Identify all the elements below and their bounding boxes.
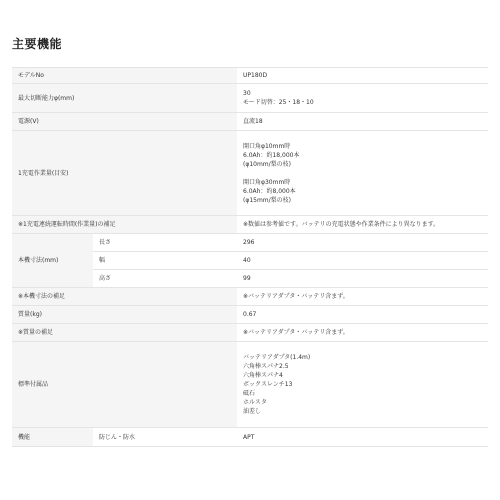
row-mass	[12, 306, 488, 324]
row-dims-length	[12, 234, 488, 252]
list-item: 六角棒スパナ2.5	[243, 363, 289, 370]
row-value: APT	[237, 428, 488, 447]
row-work-amount	[12, 131, 488, 216]
row-work-note	[12, 216, 488, 234]
row-value	[237, 84, 488, 113]
row-value: 0.67	[237, 306, 488, 324]
list-item: ホルスタ	[243, 399, 267, 406]
spacer	[243, 169, 482, 178]
row-model	[12, 68, 488, 84]
row-value: ※バッテリアダプタ・バッテリ含まず。	[237, 288, 488, 306]
row-label: 最大切断能力φ(mm)	[12, 84, 237, 113]
value-line: モード切替：25・18・10	[243, 99, 314, 106]
row-value: ※バッテリアダプタ・バッテリ含まず。	[237, 324, 488, 342]
list-item: 砥石	[243, 390, 256, 397]
row-label: 1充電作業量(目安)	[12, 131, 237, 216]
value-line: 6.0Ah：約18,000本	[243, 151, 300, 159]
value-line: 開口角φ30mm時	[243, 178, 291, 186]
list-item: バッテリアダプタ(1.4m)	[243, 354, 311, 361]
row-value: 296	[237, 234, 488, 252]
row-mass-note	[12, 324, 488, 342]
row-value: UP180D	[237, 68, 488, 84]
spec-table	[12, 67, 488, 447]
row-sublabel: 幅	[93, 252, 237, 270]
row-accessories	[12, 342, 488, 428]
row-label: 本機寸法(mm)	[12, 234, 93, 288]
row-value: 99	[237, 270, 488, 288]
value-line: 30	[243, 90, 251, 97]
row-sublabel: 長さ	[93, 234, 237, 252]
value-line: 開口角φ10mm時	[243, 142, 291, 150]
row-label: モデルNo	[12, 68, 237, 84]
page-title: 主要機能	[12, 37, 63, 51]
value-line: 6.0Ah：約8,000本	[243, 187, 296, 195]
row-value	[237, 131, 488, 216]
value-line: (φ15mm/梨の枝)	[243, 196, 292, 204]
row-label: ※本機寸法の補足	[12, 288, 237, 306]
row-power	[12, 113, 488, 131]
row-features	[12, 428, 488, 447]
row-label: ※質量の補足	[12, 324, 237, 342]
row-value: 直流18	[237, 113, 488, 131]
row-label: ※1充電連続運転時間(作業量)の補足	[12, 216, 237, 234]
value-line: (φ10mm/梨の枝)	[243, 160, 292, 168]
list-item: 油差し	[243, 408, 262, 415]
row-dims-note	[12, 288, 488, 306]
list-item: 六角棒スパナ4	[243, 372, 283, 379]
row-value: ※数値は参考値です。バッテリの充電状態や作業条件により異なります。	[237, 216, 488, 234]
row-sublabel: 高さ	[93, 270, 237, 288]
row-label: 質量(kg)	[12, 306, 237, 324]
row-label: 標準付属品	[12, 342, 237, 428]
list-item: ボックスレンチ13	[243, 381, 293, 388]
row-label: 機能	[12, 428, 93, 447]
row-label: 電源(V)	[12, 113, 237, 131]
row-value	[237, 342, 488, 428]
row-value: 40	[237, 252, 488, 270]
row-sublabel: 防じん・防水	[93, 428, 237, 447]
row-cut-capacity	[12, 84, 488, 113]
